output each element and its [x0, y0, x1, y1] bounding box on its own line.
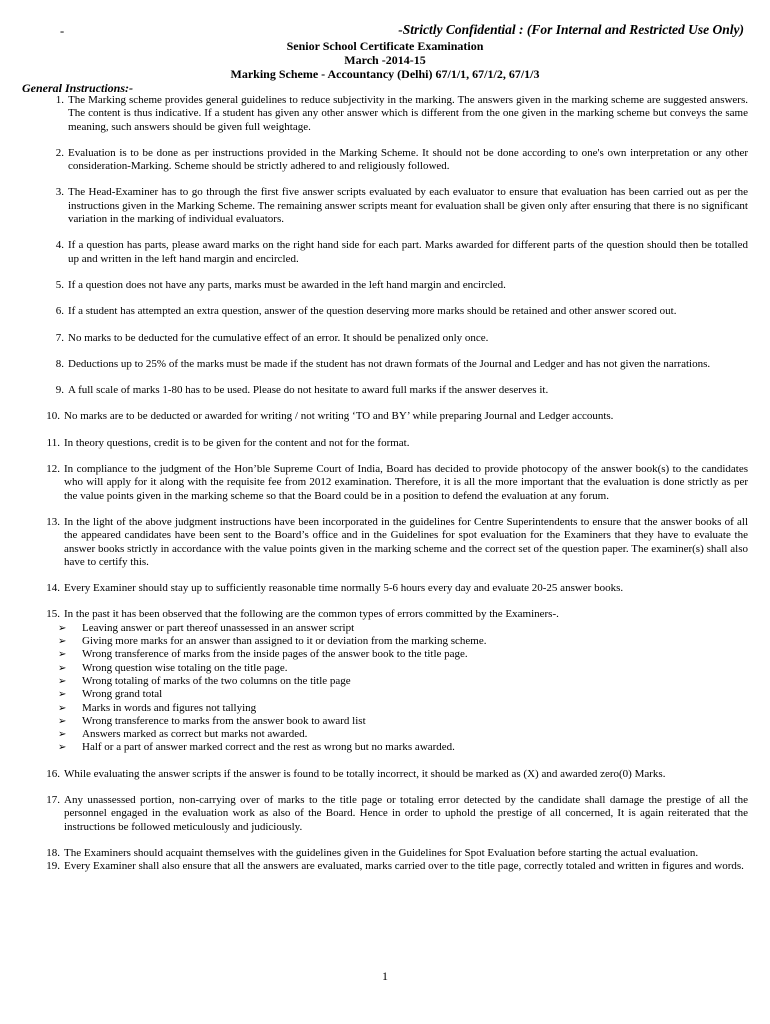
arrow-bullet-icon: ➢	[58, 715, 67, 727]
instruction-text: Any unassessed portion, non-carrying over of marks to the title page or totaling error detected by the candidate shall damage the prestige of all the personnel engaged in the evaluation work as also of the Board. Hence in order to uphold the prestige of all concerned, It is again reiterated that the instructions be followed meticulously and judiciously.	[64, 793, 748, 833]
instruction-number: 17.	[46, 793, 60, 806]
instruction-item	[22, 186, 748, 226]
instruction-text: While evaluating the answer scripts if the answer is found to be totally incorrect, it should be marked as (X) and awarded zero(0) Marks.	[64, 767, 666, 780]
arrow-bullet-icon: ➢	[58, 636, 67, 648]
instruction-text: No marks to be deducted for the cumulative effect of an error. It should be penalized only once.	[68, 331, 489, 344]
error-type-text: Wrong grand total	[82, 688, 163, 701]
error-type-item	[58, 688, 748, 701]
error-type-item	[58, 622, 748, 635]
instruction-item	[22, 437, 748, 450]
exam-session: March -2014-15	[344, 53, 426, 67]
instruction-item	[22, 147, 748, 174]
error-type-text: Answers marked as correct but marks not awarded.	[82, 728, 308, 741]
instruction-item	[22, 410, 748, 423]
instruction-number: 6.	[55, 305, 64, 318]
confidential-notice: -Strictly Confidential : (For Internal and Restricted Use Only)	[398, 22, 744, 37]
instruction-number: 18.	[46, 846, 60, 859]
arrow-bullet-icon: ➢	[58, 662, 67, 674]
arrow-bullet-icon: ➢	[58, 649, 67, 661]
instruction-item	[22, 94, 748, 134]
instruction-item	[22, 582, 748, 595]
arrow-bullet-icon: ➢	[58, 689, 67, 701]
instruction-text: Evaluation is to be done as per instructions provided in the Marking Scheme. It should not be done according to one's own interpretation or any other consideration-Marking. Scheme should be strictly adhered to and religiously followed.	[68, 146, 748, 173]
instruction-number: 16.	[46, 767, 60, 780]
instruction-item	[22, 332, 748, 345]
instruction-text: In the light of the above judgment instructions have been incorporated in the guidelines for Centre Superintendents to ensure that the answer books of all the appeared candidates have been sent to the Board’s office and in the Guidelines for spot evaluation for the Examiners that they have to evaluate the answer books strictly in accordance with the value points given in the marking scheme and the correct set of the question paper. The examiner(s) shall also have to certify this.	[64, 515, 748, 568]
instruction-number: 7.	[55, 331, 64, 344]
instruction-number: 11.	[46, 436, 60, 449]
error-type-text: Wrong transference to marks from the answer book to award list	[82, 714, 366, 727]
instruction-text: No marks are to be deducted or awarded for writing / not writing ‘TO and BY’ while preparing Journal and Ledger accounts.	[64, 410, 614, 423]
instruction-number: 15.	[46, 608, 60, 621]
error-type-item	[58, 702, 748, 715]
error-type-text: Wrong totaling of marks of the two columns on the title page	[82, 674, 351, 687]
error-type-item	[58, 648, 748, 661]
instruction-text: If a question does not have any parts, marks must be awarded in the left hand margin and encircled.	[68, 278, 506, 291]
error-type-text: Wrong transference of marks from the inside pages of the answer book to the title page.	[82, 648, 468, 661]
instruction-number: 4.	[55, 239, 64, 252]
error-type-item	[58, 715, 748, 728]
error-type-item	[58, 662, 748, 675]
instruction-item	[22, 847, 748, 860]
instruction-text: If a student has attempted an extra question, answer of the question deserving more marks should be retained and other answer scored out.	[68, 305, 677, 318]
instruction-number: 3.	[55, 186, 64, 199]
instruction-item	[22, 516, 748, 569]
arrow-bullet-icon: ➢	[58, 622, 67, 634]
instruction-item	[22, 358, 748, 371]
instruction-text: The Head-Examiner has to go through the first five answer scripts evaluated by each evaluator to ensure that evaluation has been carried out as per the instructions given in the Marking Scheme. The remaining answer scripts meant for evaluation shall be given only after ensuring that there is no significant variation in the marking of individual evaluators.	[68, 186, 748, 226]
instruction-text: A full scale of marks 1-80 has to be used. Please do not hesitate to award full marks if the answer deserves it.	[68, 384, 549, 397]
instruction-text: If a question has parts, please award marks on the right hand side for each part. Marks awarded for different parts of the question should then be totalled up and written in the left hand margin and encircled.	[68, 239, 748, 265]
instruction-text: Every Examiner should stay up to sufficiently reasonable time normally 5-6 hours every day and evaluate 20-25 answer books.	[64, 582, 624, 595]
instruction-number: 13.	[46, 515, 60, 528]
arrow-bullet-icon: ➢	[58, 675, 67, 687]
instruction-item	[22, 463, 748, 503]
error-type-item	[58, 728, 748, 741]
instruction-item	[22, 608, 748, 621]
instruction-item	[22, 794, 748, 834]
general-instructions-heading: General Instructions:-	[22, 81, 134, 95]
instruction-item	[22, 279, 748, 292]
instruction-number: 10.	[46, 410, 60, 423]
instruction-item	[22, 384, 748, 397]
instruction-number: 9.	[55, 384, 64, 397]
instruction-item	[22, 239, 748, 266]
error-type-item	[58, 741, 748, 754]
instruction-number: 14.	[46, 582, 60, 595]
arrow-bullet-icon: ➢	[58, 742, 67, 754]
instruction-text: In theory questions, credit is to be given for the content and not for the format.	[64, 436, 410, 449]
instruction-number: 2.	[55, 146, 64, 159]
instruction-text: In the past it has been observed that the following are the common types of errors committed by the Examiners-.	[64, 608, 559, 621]
instructions-list	[22, 94, 748, 873]
instruction-text: The Marking scheme provides general guidelines to reduce subjectivity in the marking. The answers given in the marking scheme are suggested answers. The content is thus indicative. If a student has given any other answer which is different from the one given in the marking scheme but conveys the same meaning, such answers should be given full weightage.	[68, 94, 748, 133]
instruction-number: 8.	[55, 357, 64, 370]
instruction-item	[22, 305, 748, 318]
error-type-item	[58, 675, 748, 688]
instruction-text: Deductions up to 25% of the marks must be made if the student has not drawn formats of the Journal and Ledger and has not given the narrations.	[68, 357, 711, 370]
arrow-bullet-icon: ➢	[58, 702, 67, 714]
error-type-text: Giving more marks for an answer than assigned to it or deviation from the marking scheme.	[82, 635, 487, 648]
instruction-text: Every Examiner shall also ensure that all the answers are evaluated, marks carried over to the title page, correctly totaled and written in figures and words.	[64, 860, 744, 873]
page-number: 1	[382, 969, 388, 983]
instruction-number: 5.	[55, 278, 64, 291]
error-type-text: Marks in words and figures not tallying	[82, 701, 257, 714]
arrow-bullet-icon: ➢	[58, 729, 67, 741]
instruction-number: 12.	[46, 463, 60, 476]
instruction-number: 19.	[46, 860, 60, 873]
instruction-number: 1.	[55, 94, 64, 106]
instruction-item	[22, 768, 748, 781]
error-type-text: Half or a part of answer marked correct and the rest as wrong but no marks awarded.	[82, 741, 455, 754]
instruction-text: The Examiners should acquaint themselves with the guidelines given in the Guidelines for Spot Evaluation before starting the actual evaluation.	[64, 846, 699, 859]
instruction-item	[22, 860, 748, 873]
instruction-text: In compliance to the judgment of the Hon’ble Supreme Court of India, Board has decided to provide photocopy of the answer book(s) to the candidates who will apply for it along with the requisite fee from 2012 examination. Therefore, it is all the more important that the evaluation is done strictly as per the value points given in the marking scheme so that the Board could be in a position to defend the evaluation at any forum.	[64, 463, 748, 502]
error-type-item	[58, 635, 748, 648]
marking-scheme-title: Marking Scheme - Accountancy (Delhi) 67/1/1, 67/1/2, 67/1/3	[230, 67, 540, 81]
error-type-text: Wrong question wise totaling on the title page.	[82, 661, 288, 674]
error-type-text: Leaving answer or part thereof unassessed in an answer script	[82, 621, 355, 634]
exam-title: Senior School Certificate Examination	[286, 39, 484, 53]
header-dash: -	[60, 24, 65, 38]
